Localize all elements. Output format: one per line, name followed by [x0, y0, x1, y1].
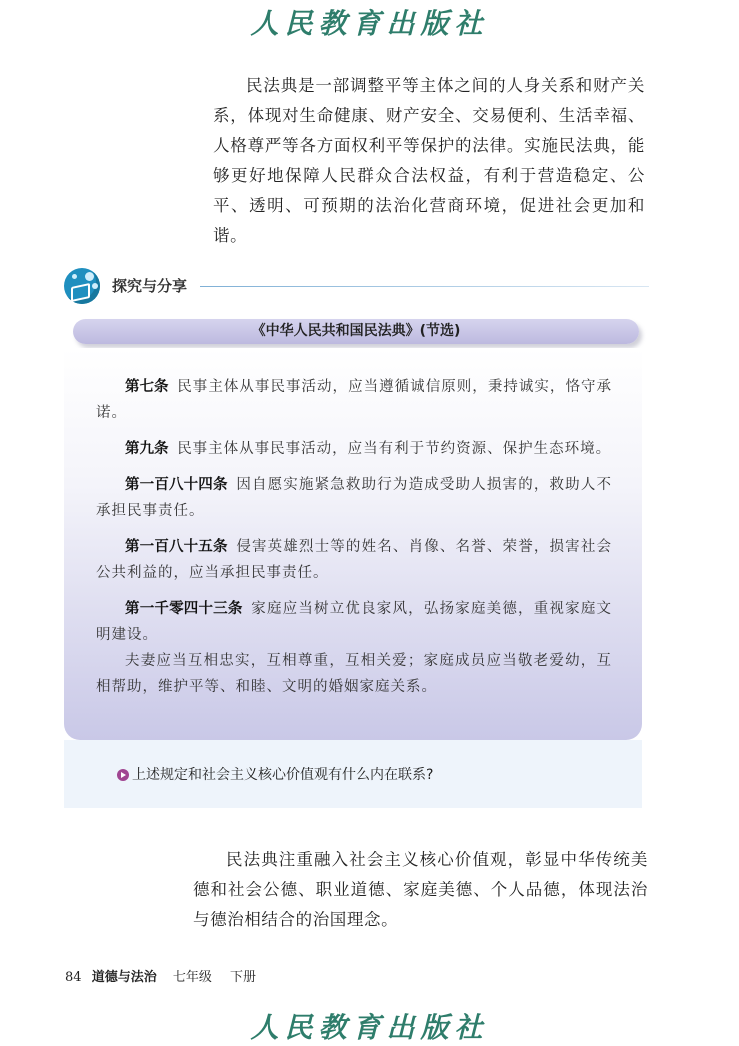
play-bullet-icon — [117, 769, 129, 781]
article-number: 第一百八十五条 — [125, 539, 228, 555]
article-item — [96, 436, 612, 462]
article-number: 第一千零四十三条 — [125, 601, 243, 617]
discussion-question: 上述规定和社会主义核心价值观有什么内在联系? — [132, 767, 434, 783]
page-footer — [65, 966, 256, 985]
section-title: 探究与分享 — [112, 277, 188, 295]
article-number: 第九条 — [125, 441, 169, 457]
article-text: 民事主体从事民事活动，应当有利于节约资源、保护生态环境。 — [177, 441, 612, 457]
article-number: 第七条 — [125, 379, 169, 395]
publisher-footer: 人民教育出版社 — [250, 1011, 489, 1044]
section-header — [64, 268, 649, 304]
article-item — [96, 472, 612, 524]
question-area — [64, 740, 642, 808]
explore-share-icon — [64, 268, 100, 304]
article-item — [96, 374, 612, 426]
excerpt-title: 《中华人民共和国民法典》(节选) — [73, 319, 639, 344]
article-list — [96, 374, 612, 710]
article-continuation: 夫妻应当互相忠实，互相尊重，互相关爱；家庭成员应当敬老爱幼，互相帮助，维护平等、和睦、文明的婚姻家庭关系。 — [96, 653, 612, 695]
book-title: 道德与法治 — [91, 970, 157, 985]
closing-paragraph: 民法典注重融入社会主义核心价值观，彰显中华传统美德和社会公德、职业道德、家庭美德、个人品德，体现法治与德治相结合的治国理念。 — [193, 850, 648, 929]
article-item — [96, 534, 612, 586]
grade-label: 七年级 — [172, 970, 212, 985]
page-number: 84 — [65, 970, 82, 985]
intro-paragraph: 民法典是一部调整平等主体之间的人身关系和财产关系，体现对生命健康、财产安全、交易便利、生活幸福、人格尊严等各方面权利平等保护的法律。实施民法典，能够更好地保障人民群众合法权益，有利于营造稳定、公平、透明、可预期的法治化营商环境，促进社会更加和谐。 — [213, 76, 645, 245]
article-item — [96, 596, 612, 648]
volume-label: 下册 — [230, 970, 257, 985]
article-text: 侵害英雄烈士等的姓名、肖像、名誉、荣誉，损害社会公共利益的，应当承担民事责任。 — [96, 539, 612, 581]
article-text: 家庭应当树立优良家风，弘扬家庭美德，重视家庭文明建设。 — [96, 601, 613, 643]
article-text: 因自愿实施紧急救助行为造成受助人损害的，救助人不承担民事责任。 — [96, 477, 612, 519]
publisher-header: 人民教育出版社 — [250, 7, 489, 40]
article-number: 第一百八十四条 — [125, 477, 228, 493]
section-divider — [200, 286, 649, 287]
article-text: 民事主体从事民事活动，应当遵循诚信原则，秉持诚实，恪守承诺。 — [96, 379, 613, 421]
